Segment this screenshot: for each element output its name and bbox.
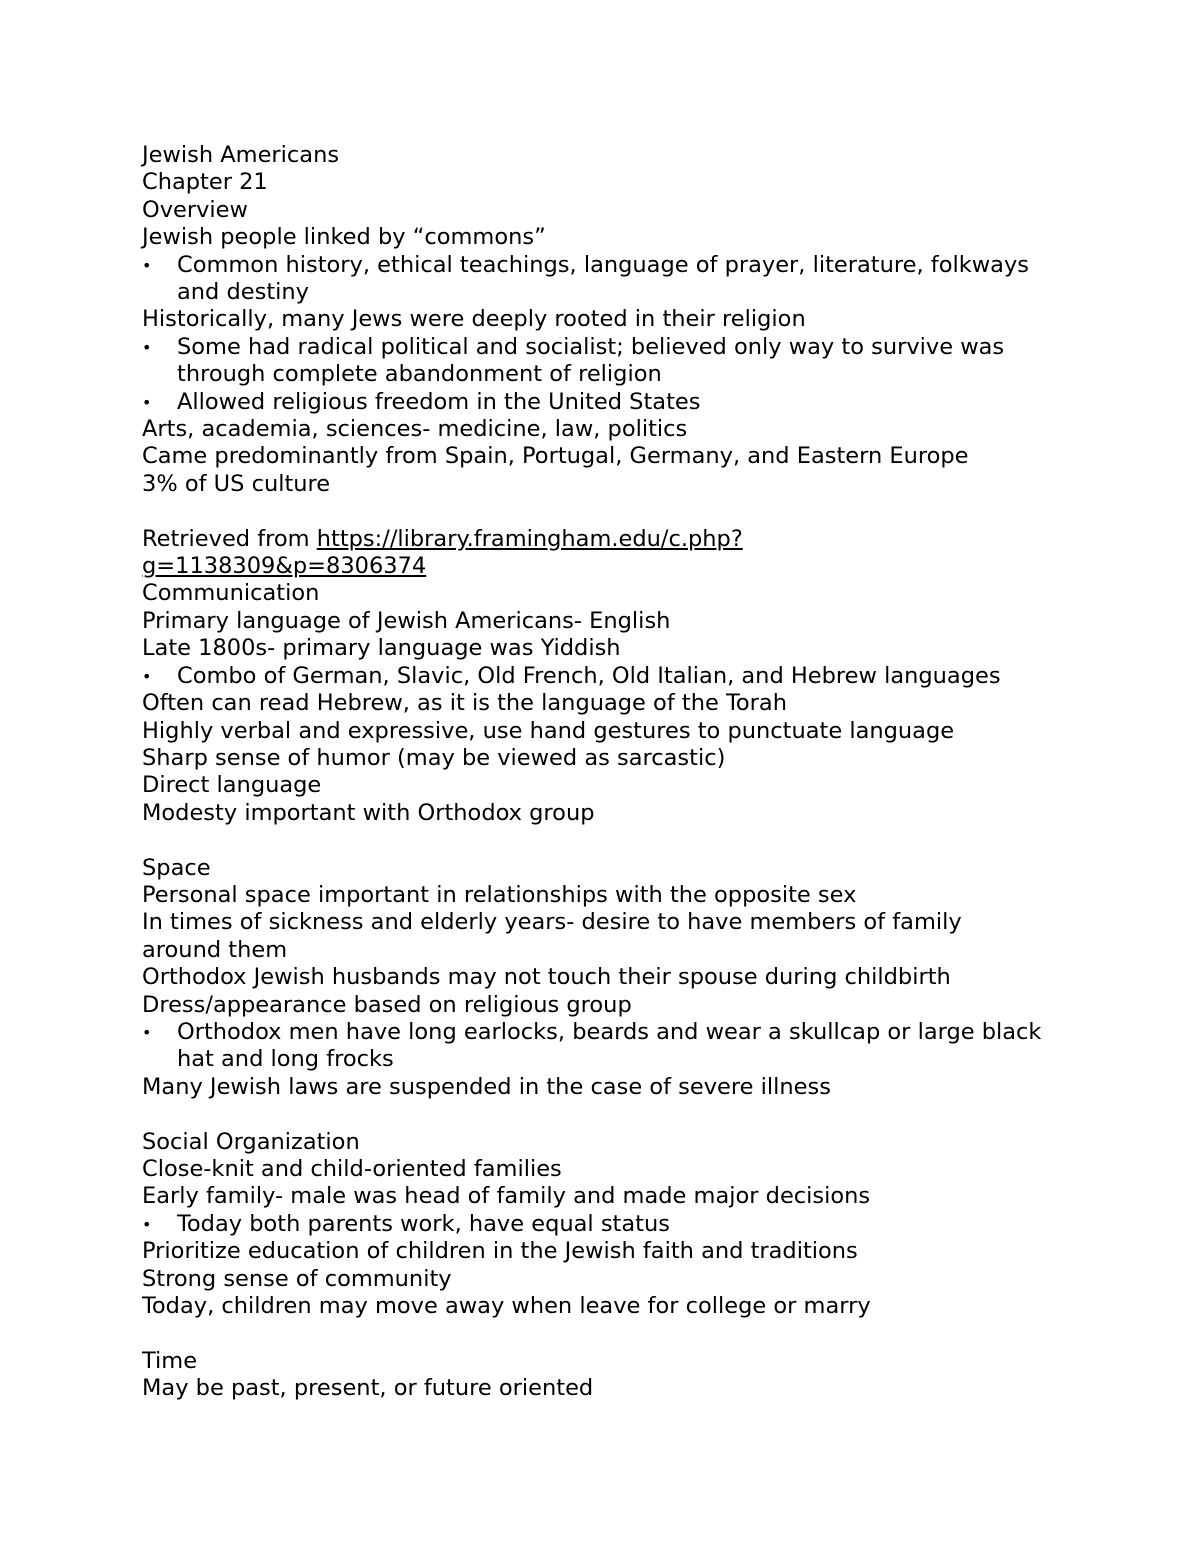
text-line: Late 1800s- primary language was Yiddish bbox=[142, 635, 621, 662]
source-link-continuation bbox=[142, 553, 1062, 580]
bullet-text: Combo of German, Slavic, Old French, Old Italian, and Hebrew languages bbox=[177, 662, 1001, 689]
blank-line bbox=[142, 1320, 1062, 1347]
blank-line bbox=[142, 827, 1062, 854]
document-title: Jewish Americans bbox=[142, 142, 340, 168]
text-line: Direct language bbox=[142, 772, 322, 799]
text-line: May be past, present, or future oriented bbox=[142, 1375, 594, 1402]
bullet-item bbox=[142, 1019, 1062, 1074]
text-line: Close-knit and child-oriented families bbox=[142, 1155, 562, 1182]
chapter-label: Chapter 21 bbox=[142, 169, 268, 196]
text-line: Historically, many Jews were deeply rooted in their religion bbox=[142, 306, 806, 333]
section-heading-communication: Communication bbox=[142, 580, 320, 607]
section-heading-time: Time bbox=[142, 1347, 198, 1374]
bullet-text: Today both parents work, have equal status bbox=[177, 1210, 670, 1237]
bullet-text: Orthodox men have long earlocks, beards and wear a skullcap or large black hat and long frocks bbox=[177, 1018, 1042, 1073]
bullet-icon: • bbox=[142, 1214, 152, 1234]
bullet-text: Some had radical political and socialist; believed only way to survive was through complete abandonment of religion bbox=[177, 333, 1005, 388]
text-line: Strong sense of community bbox=[142, 1265, 452, 1292]
source-prefix: Retrieved from bbox=[142, 525, 317, 552]
source-link-part-2[interactable]: g=1138309&p=8306374 bbox=[142, 553, 427, 580]
section-heading-space: Space bbox=[142, 854, 211, 881]
source-link[interactable]: https://library.framingham.edu/c.php? bbox=[316, 525, 743, 552]
text-line: Dress/appearance based on religious group bbox=[142, 991, 632, 1018]
bullet-icon: • bbox=[142, 255, 152, 275]
bullet-text: Allowed religious freedom in the United States bbox=[177, 388, 701, 415]
bullet-icon: • bbox=[142, 392, 152, 412]
bullet-item bbox=[142, 252, 1062, 307]
text-line: Orthodox Jewish husbands may not touch their spouse during childbirth bbox=[142, 964, 951, 991]
text-line: Often can read Hebrew, as it is the language of the Torah bbox=[142, 690, 787, 717]
text-line: Highly verbal and expressive, use hand gestures to punctuate language bbox=[142, 717, 955, 744]
blank-line bbox=[142, 1101, 1062, 1128]
text-line: Jewish people linked by “commons” bbox=[142, 224, 546, 251]
text-line: 3% of US culture bbox=[142, 470, 331, 497]
bullet-item bbox=[142, 663, 1062, 690]
bullet-icon: • bbox=[142, 666, 152, 686]
source-citation bbox=[142, 526, 1062, 553]
section-heading-overview: Overview bbox=[142, 196, 248, 223]
blank-line bbox=[142, 498, 1062, 525]
text-line: Prioritize education of children in the Jewish faith and traditions bbox=[142, 1238, 858, 1265]
text-line: Modesty important with Orthodox group bbox=[142, 799, 595, 826]
text-line: Sharp sense of humor (may be viewed as sarcastic) bbox=[142, 744, 726, 771]
text-line: Many Jewish laws are suspended in the case of severe illness bbox=[142, 1073, 831, 1100]
bullet-icon: • bbox=[142, 337, 152, 357]
text-line: Primary language of Jewish Americans- English bbox=[142, 607, 671, 634]
bullet-icon: • bbox=[142, 1022, 152, 1042]
bullet-item bbox=[142, 1211, 1062, 1238]
text-line: Personal space important in relationships with the opposite sex bbox=[142, 881, 857, 908]
text-line: around them bbox=[142, 936, 288, 963]
text-line: Today, children may move away when leave for college or marry bbox=[142, 1293, 871, 1320]
text-line: Came predominantly from Spain, Portugal, Germany, and Eastern Europe bbox=[142, 443, 969, 470]
document-page bbox=[142, 142, 1062, 1403]
section-heading-social-organization: Social Organization bbox=[142, 1128, 360, 1155]
bullet-text: Common history, ethical teachings, language of prayer, literature, folkways and destiny bbox=[177, 251, 1029, 306]
bullet-item bbox=[142, 389, 1062, 416]
text-line: In times of sickness and elderly years- desire to have members of family bbox=[142, 909, 962, 936]
bullet-item bbox=[142, 334, 1062, 389]
text-line: Arts, academia, sciences- medicine, law, politics bbox=[142, 416, 688, 443]
text-line: Early family- male was head of family and made major decisions bbox=[142, 1183, 871, 1210]
